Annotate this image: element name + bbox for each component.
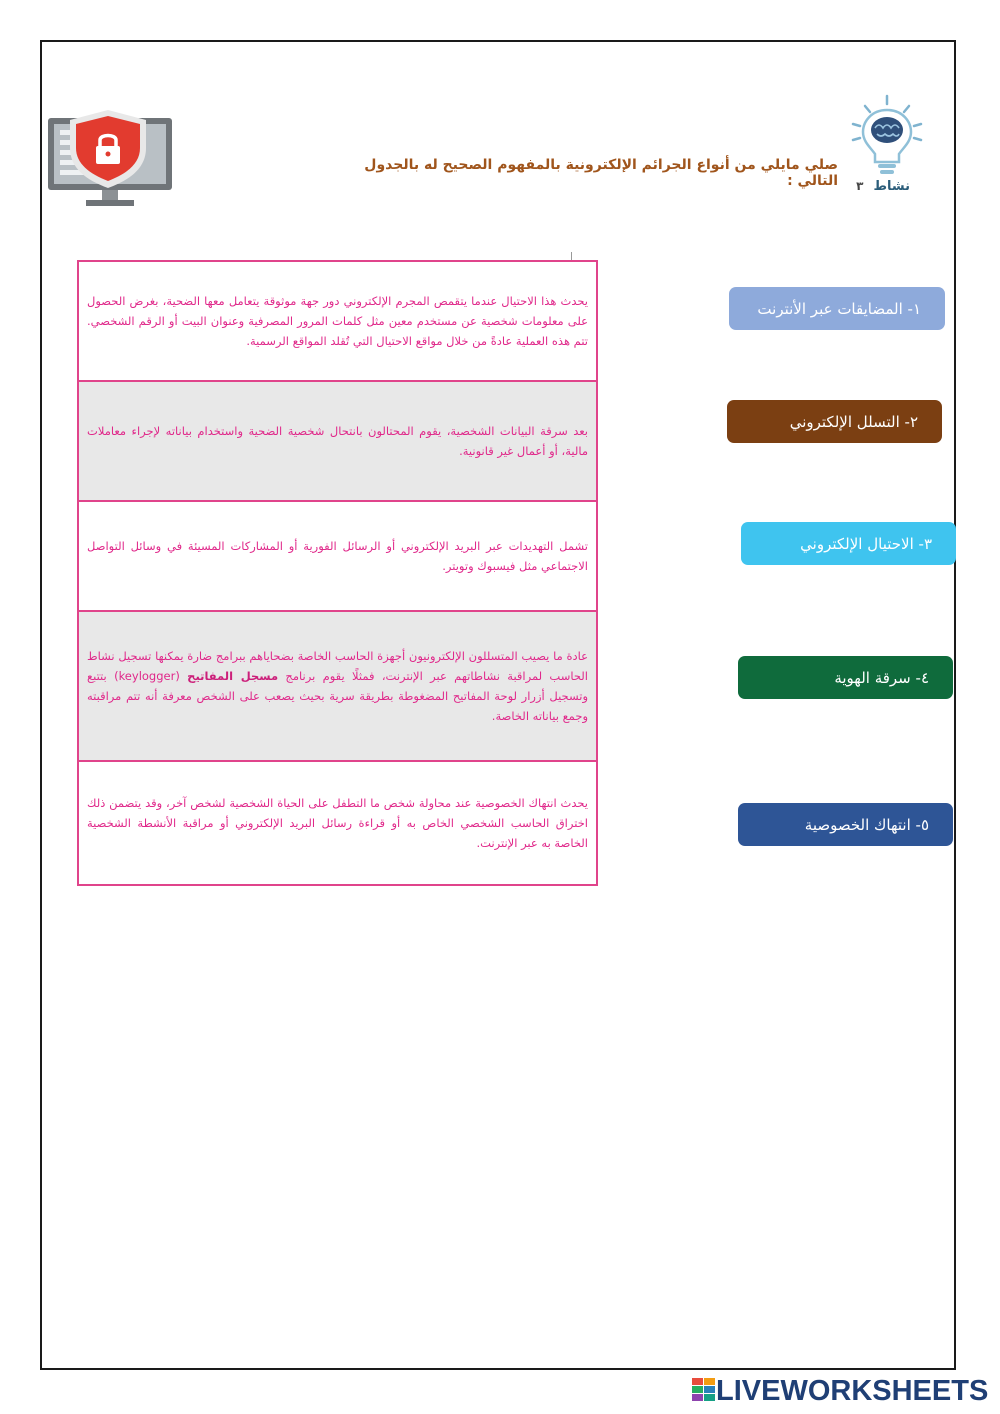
descriptions-table (77, 260, 598, 886)
description-text-1: يحدث هذا الاحتيال عندما يتقمص المجرم الإلكتروني دور جهة موثوقة يتعامل معها الضحية، بغرض الحصول على معلومات شخصية عن مستخدم معين مثل كلمات المرور المصرفية وعنوان البيت أو الرقم الشخصي. تتم هذه العملية عادةً من خلال مواقع الاحتيال التي تُقلد المواقع الرسمية. (87, 294, 588, 348)
description-cell-3 (79, 500, 596, 610)
description-cell-2 (79, 380, 596, 500)
description-text-2: بعد سرقة البيانات الشخصية، يقوم المحتالون بانتحال شخصية الضحية واستخدام بياناته لإجراء معاملات مالية، أو أعمال غير قانونية. (87, 424, 588, 458)
instruction-text: صلي مايلي من أنواع الجرائم الإلكترونية بالمفهوم الصحيح له بالجدول التالي : (364, 157, 838, 189)
security-monitor-icon (46, 108, 174, 210)
term-button-privacy-violation[interactable]: ٥- انتهاك الخصوصية (738, 803, 953, 846)
description-cell-4 (79, 610, 596, 760)
description-text-3: تشمل التهديدات عبر البريد الإلكتروني أو الرسائل الفورية أو المشاركات المسيئة في وسائل التواصل الاجتماعي مثل فيسبوك وتويتر. (87, 539, 588, 573)
activity-title: نشاط (873, 178, 910, 194)
term-button-identity-theft[interactable]: ٤- سرقة الهوية (738, 656, 953, 699)
activity-number: ٣ (856, 179, 864, 193)
description-text-4-before: عادة ما يصيب المتسللون الإلكترونيون أجهزة الحاسب الخاصة بضحاياهم ببرامج ضارة يمكنها تسجيل نشاط الحاسب لمراقبة نشاطاتهم عبر الإنترنت، فمثلًا يقوم برنامج (87, 649, 588, 683)
keylogger-term: مسجل المفاتيح (187, 669, 279, 683)
term-button-online-harassment[interactable]: ١- المضايقات عبر الأنترنت (729, 287, 945, 330)
activity-label (848, 176, 910, 196)
description-text-4-after: (keylogger) بتتبع وتسجيل أزرار لوحة المفاتيح المضغوطة بطريقة سرية بحيث يصعب على الشخص معرفة أنه تتم مراقبته وجمع بياناته الخاصة. (87, 669, 588, 723)
tick-mark (571, 252, 572, 260)
liveworksheets-logo-icon (692, 1378, 716, 1402)
description-cell-5 (79, 760, 596, 884)
description-cell-1 (79, 262, 596, 380)
description-text-4 (87, 646, 588, 726)
description-text-5: يحدث انتهاك الخصوصية عند محاولة شخص ما التطفل على الحياة الشخصية لشخص آخر، وقد يتضمن ذلك اختراق الحاسب الشخصي الخاص به أو قراءة رسائل البريد الإلكتروني أو مراقبة الأنشطة الشخصية الخاصة به عبر الإنترنت. (87, 796, 588, 850)
liveworksheets-brand[interactable]: LIVEWORKSHEETS (716, 1375, 989, 1407)
term-button-phishing[interactable]: ٣- الاحتيال الإلكتروني (741, 522, 956, 565)
term-button-hacking[interactable]: ٢- التسلل الإلكتروني (727, 400, 942, 443)
